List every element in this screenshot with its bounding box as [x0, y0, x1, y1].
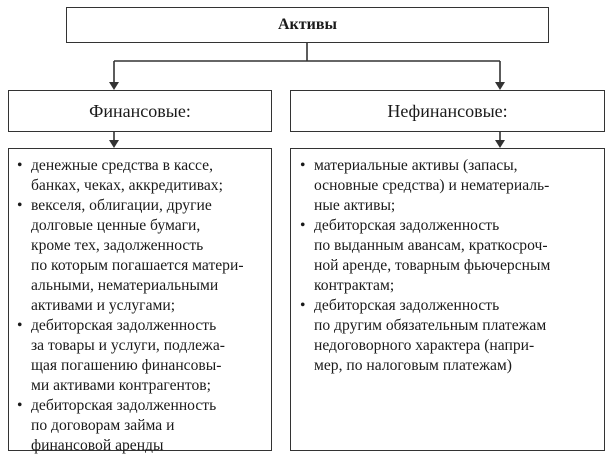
bullet-icon: •	[17, 397, 23, 414]
bullet-icon: •	[300, 157, 306, 174]
list-item	[300, 296, 598, 376]
list-item-line: финансовой аренды	[31, 437, 164, 454]
list-item-text	[314, 156, 598, 216]
category-node-financial	[8, 90, 272, 132]
list-item-text	[31, 196, 265, 316]
arrowhead-financial	[109, 82, 119, 90]
list-item-line: денежные средства в кассе,	[31, 157, 213, 174]
root-node-assets	[66, 7, 549, 43]
list-item-line: дебиторская задолженность	[31, 397, 217, 414]
list-item	[300, 216, 598, 296]
list-item	[17, 316, 265, 396]
bullet-icon: •	[17, 197, 23, 214]
root-node-label: Активы	[278, 16, 337, 33]
list-item-line: по которым погашается матери-	[31, 257, 244, 274]
list-item-line: контрактам;	[314, 277, 395, 294]
arrowhead-financial-list	[109, 140, 119, 148]
list-item	[17, 156, 265, 196]
category-node-nonfinancial	[290, 90, 605, 132]
list-item-line: дебиторская задолженность	[31, 317, 217, 334]
list-item-text	[31, 396, 265, 456]
list-item-line: долговые ценные бумаги,	[31, 217, 201, 234]
list-item-line: дебиторская задолженность	[314, 217, 500, 234]
list-item-line: мер, по налоговым платежам)	[314, 357, 512, 374]
bullet-icon: •	[300, 217, 306, 234]
list-item	[300, 156, 598, 216]
list-item-line: щая погашению финансовы-	[31, 357, 222, 374]
bullet-icon: •	[17, 317, 23, 334]
list-item-text	[31, 156, 265, 196]
financial-node-label: Финансовые:	[89, 100, 191, 121]
list-item-line: по договорам займа и	[31, 417, 175, 434]
list-item-text	[314, 216, 598, 296]
list-item-line: альными, нематериальными	[31, 277, 219, 294]
bullet-icon: •	[17, 157, 23, 174]
list-item-line: векселя, облигации, другие	[31, 197, 212, 214]
financial-items-list	[8, 148, 272, 454]
arrowhead-nonfinancial	[495, 82, 505, 90]
list-item	[17, 196, 265, 316]
list-item-line: ные активы;	[314, 197, 396, 214]
list-item-line: кроме тех, задолженность	[31, 237, 204, 254]
arrowhead-nonfinancial-list	[495, 140, 505, 148]
list-item-line: за товары и услуги, подлежа-	[31, 337, 225, 354]
list-item-line: материальные активы (запасы,	[314, 157, 518, 174]
list-item-line: дебиторская задолженность	[314, 297, 500, 314]
list-item-text	[31, 316, 265, 396]
list-item-line: банках, чеках, аккредитивах;	[31, 177, 223, 194]
list-item-line: основные средства) и нематериаль-	[314, 177, 550, 194]
list-item-line: недоговорного характера (напри-	[314, 337, 535, 354]
list-item-line: активами и услугами;	[31, 297, 176, 314]
list-item-line: ной аренде, товарным фьючерсным	[314, 257, 551, 274]
list-item-text	[314, 296, 598, 376]
list-item-line: по другим обязательным платежам	[314, 317, 547, 334]
list-item	[17, 396, 265, 456]
list-item-line: ми активами контрагентов;	[31, 377, 211, 394]
nonfinancial-node-label: Нефинансовые:	[387, 100, 508, 121]
list-item-line: по выданным авансам, краткосроч-	[314, 237, 548, 254]
nonfinancial-items-list	[290, 148, 605, 451]
bullet-icon: •	[300, 297, 306, 314]
